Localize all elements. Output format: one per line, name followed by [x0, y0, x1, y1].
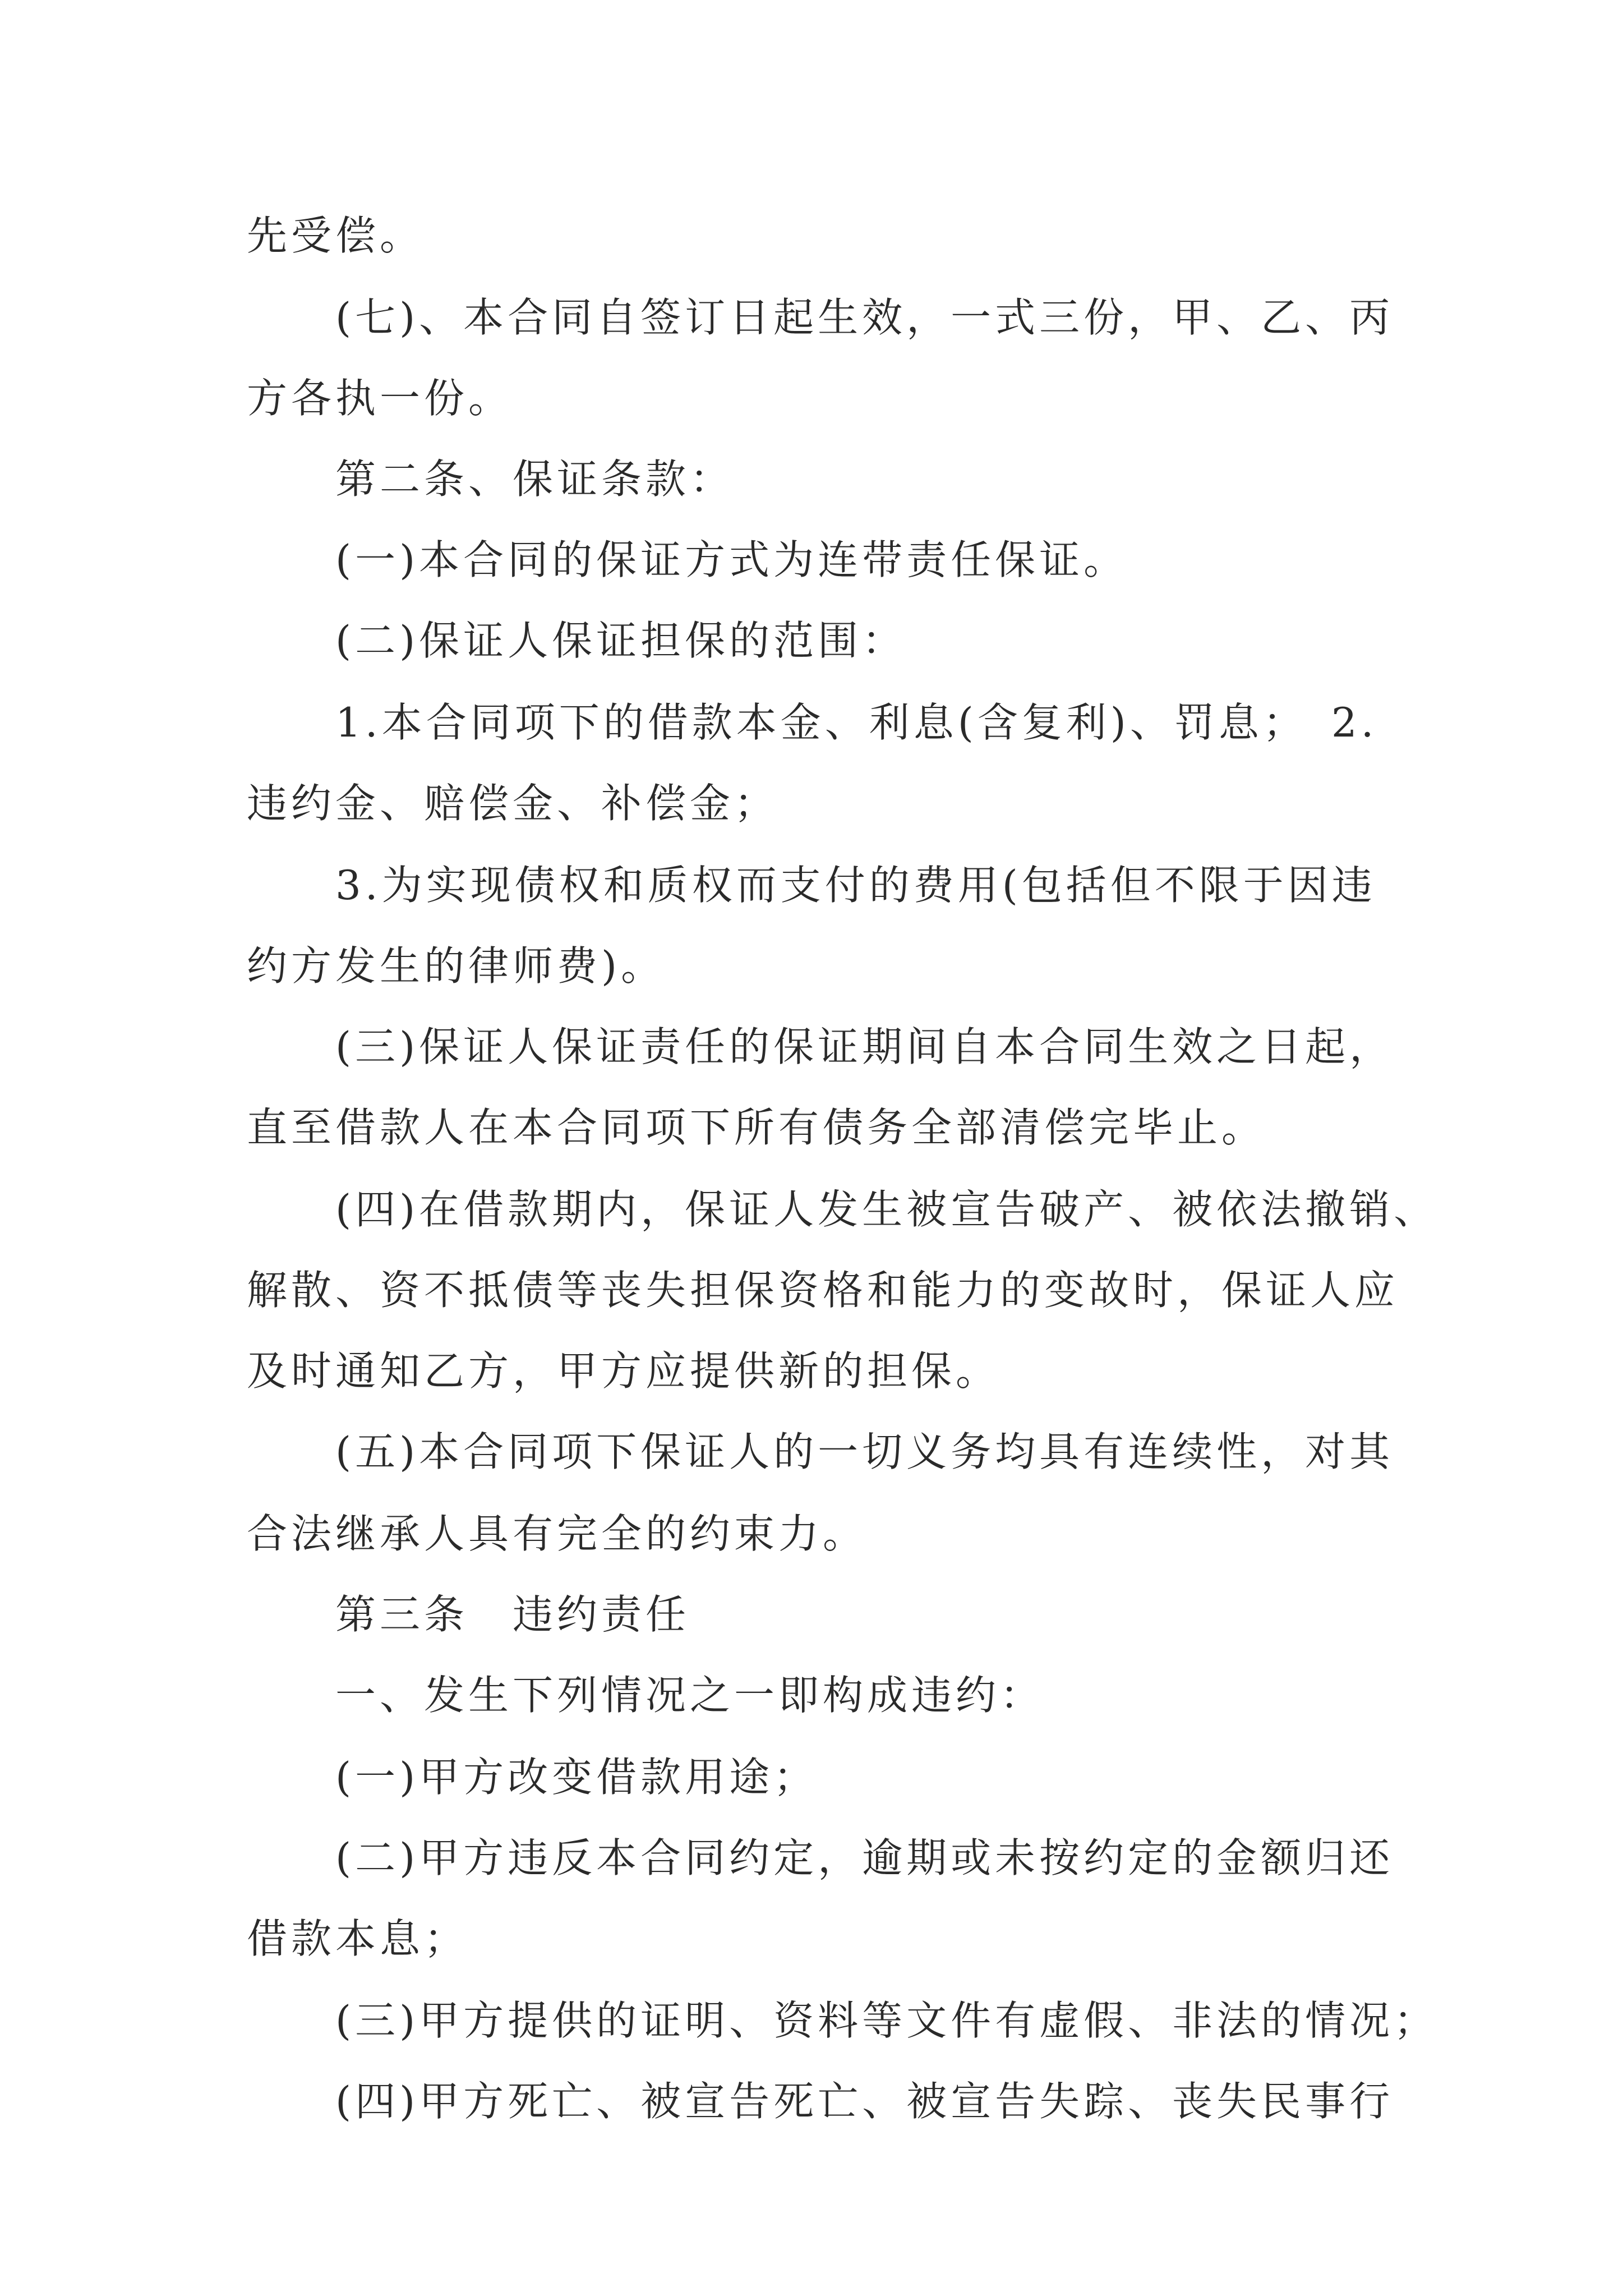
text-line: 直至借款人在本合同项下所有债务全部清偿完毕止。 — [247, 1104, 1266, 1151]
text-line: (七)、本合同自签订日起生效，一式三份，甲、乙、丙 — [335, 294, 1394, 341]
text-line: 一、发生下列情况之一即构成违约： — [335, 1672, 1045, 1719]
text-line: (三)保证人保证责任的保证期间自本合同生效之日起， — [335, 1023, 1394, 1070]
text-line: 解散、资不抵债等丧失担保资格和能力的变故时，保证人应 — [247, 1267, 1399, 1314]
text-line: 3.为实现债权和质权而支付的费用(包括但不限于因违 — [335, 862, 1376, 909]
text-line: 及时通知乙方，甲方应提供新的担保。 — [247, 1347, 1000, 1395]
text-line: (一)本合同的保证方式为连带责任保证。 — [335, 536, 1128, 583]
text-line: 约方发生的律师费)。 — [247, 942, 666, 990]
text-line: (一)甲方改变借款用途； — [335, 1754, 818, 1801]
text-line: 方各执一份。 — [247, 375, 513, 422]
text-line: 借款本息； — [247, 1915, 469, 1962]
text-line: (二)甲方违反本合同约定，逾期或未按约定的金额归还 — [335, 1834, 1394, 1881]
text-line: 先受偿。 — [247, 212, 425, 259]
text-line: (四)甲方死亡、被宣告死亡、被宣告失踪、丧失民事行 — [335, 2078, 1394, 2125]
text-line: (五)本合同项下保证人的一切义务均具有连续性，对其 — [335, 1428, 1394, 1475]
text-line: (三)甲方提供的证明、资料等文件有虚假、非法的情况； — [335, 1997, 1438, 2044]
text-line: 1.本合同项下的借款本金、利息(含复利)、罚息； 2. — [335, 699, 1378, 746]
text-line: (四)在借款期内，保证人发生被宣告破产、被依法撤销、 — [335, 1186, 1438, 1233]
text-line: 合法继承人具有完全的约束力。 — [247, 1510, 868, 1557]
text-line: (二)保证人保证担保的范围： — [335, 617, 907, 664]
text-line: 第二条、保证条款： — [335, 455, 735, 503]
text-line: 违约金、赔偿金、补偿金； — [247, 780, 779, 827]
section-heading: 第三条 违约责任 — [335, 1591, 690, 1638]
